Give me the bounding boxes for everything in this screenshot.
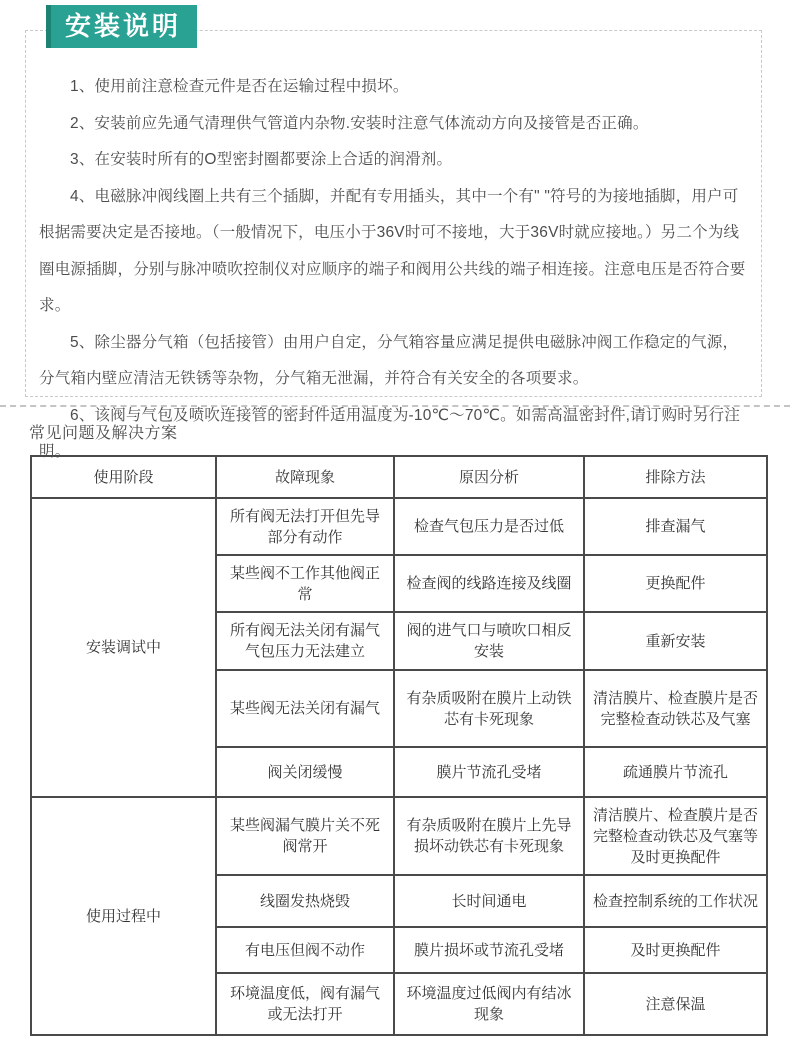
phenomenon-cell: 环境温度低，阀有漏气或无法打开 [216,973,394,1035]
instruction-item-2: 2、安装前应先通气清理供气管道内杂物.安装时注意气体流动方向及接管是否正确。 [70,114,649,132]
remedy-cell: 清洁膜片、检查膜片是否完整检查动铁芯及气塞 [584,670,767,747]
faq-section-title: 常见问题及解决方案 [29,425,178,442]
instruction-item-4: 4、电磁脉冲阀线圈上共有三个插脚，并配有专用插头，其中一个有" "符号的为接地插脚，用户可根据需要决定是否接地。（一般情况下，电压小于36V时可不接地，大于36V时就应接地。）另二个为线圈电源插脚，分别与脉冲喷吹控制仪对应顺序的端子和阀用公共线的端子相连接。注意电压是否符合要求。 [39,187,746,314]
header-usage-stage: 使用阶段 [31,456,216,498]
cause-cell: 长时间通电 [394,875,584,927]
remedy-cell: 及时更换配件 [584,927,767,973]
stage-cell-installation: 安装调试中 [31,498,216,797]
phenomenon-cell: 所有阀无法关闭有漏气气包压力无法建立 [216,612,394,670]
phenomenon-cell: 某些阀漏气膜片关不死阀常开 [216,797,394,875]
troubleshooting-table [30,455,768,1036]
table-row [31,498,767,555]
remedy-cell: 更换配件 [584,555,767,612]
header-fault-phenomenon: 故障现象 [216,456,394,498]
instruction-item-3: 3、在安装时所有的O型密封圈都要涂上合适的润滑剂。 [70,151,453,168]
page-title: 安装说明 [46,5,197,48]
cause-cell: 有杂质吸附在膜片上先导损坏动铁芯有卡死现象 [394,797,584,875]
remedy-cell: 清洁膜片、检查膜片是否完整检查动铁芯及气塞等及时更换配件 [584,797,767,875]
cause-cell: 膜片节流孔受堵 [394,747,584,797]
phenomenon-cell: 某些阀无法关闭有漏气 [216,670,394,747]
cause-cell: 有杂质吸附在膜片上动铁芯有卡死现象 [394,670,584,747]
remedy-cell: 检查控制系统的工作状况 [584,875,767,927]
phenomenon-cell: 阀关闭缓慢 [216,747,394,797]
header-cause-analysis: 原因分析 [394,456,584,498]
cause-cell: 检查气包压力是否过低 [394,498,584,555]
cause-cell: 检查阀的线路连接及线圈 [394,555,584,612]
cause-cell: 环境温度过低阀内有结冰现象 [394,973,584,1035]
remedy-cell: 重新安装 [584,612,767,670]
phenomenon-cell: 线圈发热烧毁 [216,875,394,927]
header-remedy: 排除方法 [584,456,767,498]
phenomenon-cell: 所有阀无法打开但先导部分有动作 [216,498,394,555]
cause-cell: 膜片损坏或节流孔受堵 [394,927,584,973]
cause-cell: 阀的进气口与喷吹口相反安装 [394,612,584,670]
instruction-item-6: 6、该阀与气包及喷吹连接管的密封件适用温度为-10℃～70℃。如需高温密封件,请订购时另行注明。 [39,406,741,460]
table-header-row [31,456,767,498]
phenomenon-cell: 某些阀不工作其他阀正常 [216,555,394,612]
remedy-cell: 排查漏气 [584,498,767,555]
section-divider [0,405,790,407]
phenomenon-cell: 有电压但阀不动作 [216,927,394,973]
instruction-item-5: 5、除尘器分气箱（包括接管）由用户自定，分气箱容量应满足提供电磁脉冲阀工作稳定的气源，分气箱内壁应清洁无铁锈等杂物，分气箱无泄漏，并符合有关安全的各项要求。 [39,333,739,387]
remedy-cell: 注意保温 [584,973,767,1035]
remedy-cell: 疏通膜片节流孔 [584,747,767,797]
instruction-item-1: 1、使用前注意检查元件是否在运输过程中损坏。 [70,78,409,95]
stage-cell-usage: 使用过程中 [31,797,216,1035]
table-row [31,797,767,875]
